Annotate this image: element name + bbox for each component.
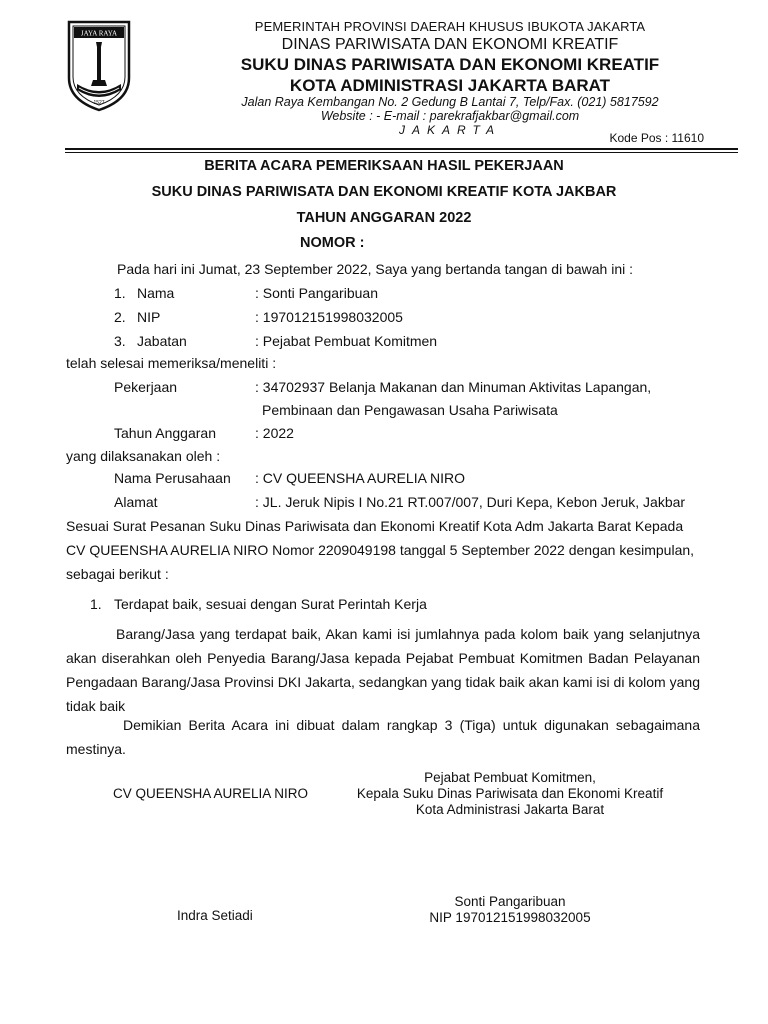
company-name-value: : CV QUEENSHA AURELIA NIRO [255,470,466,486]
intro-text: Pada hari ini Jumat, 23 September 2022, Saya yang bertanda tangan di bawah ini : [117,261,634,277]
field-label-nama: Nama [137,285,175,301]
signature-right-line-1: Pejabat Pembuat Komitmen, [424,770,596,785]
checked-intro: telah selesai memeriksa/meneliti : [66,355,277,371]
signature-right-name: Sonti Pangaribuan [454,894,566,909]
kop-line-1: PEMERINTAH PROVINSI DAERAH KHUSUS IBUKOTA JAKARTA [254,19,646,34]
kop-line-4: KOTA ADMINISTRASI JAKARTA BARAT [289,76,611,95]
doc-nomor: NOMOR : [300,235,365,251]
signature-right-nip: NIP 197012151998032005 [429,910,591,925]
kop-line-3: SUKU DINAS PARIWISATA DAN EKONOMI KREATIF [240,55,660,74]
conclusion-text: Terdapat baik, sesuai dengan Surat Perintah Kerja [114,596,427,612]
logo-motto: JAYA RAYA [80,29,118,38]
signature-right-title [330,770,690,818]
company-name-label: Nama Perusahaan [114,470,231,486]
kode-pos: Kode Pos : 11610 [609,131,704,145]
work-value-line-1: : 34702937 Belanja Makanan dan Minuman Aktivitas Lapangan, [255,379,652,395]
kop-divider-thick [65,148,738,150]
logo-year: 1527 [93,100,105,106]
kop-address: Jalan Raya Kembangan No. 2 Gedung B Lantai 7, Telp/Fax. (021) 5817592 [241,95,659,109]
kop-line-2: DINAS PARIWISATA DAN EKONOMI KREATIF [281,36,619,53]
conclusion-num: 1. [90,596,102,612]
field-num-3: 3. [114,333,126,349]
field-num-1: 1. [114,285,126,301]
company-address-value: : JL. Jeruk Nipis I No.21 RT.007/007, Duri Kepa, Kebon Jeruk, Jakbar [255,494,686,510]
closing-paragraph: Demikian Berita Acara ini dibuat dalam rangkap 3 (Tiga) untuk digunakan sebagaimana mestinya. [66,717,700,757]
field-value-jabatan: : Pejabat Pembuat Komitmen [255,333,438,349]
goods-paragraph: Barang/Jasa yang terdapat baik, Akan kami isi jumlahnya pada kolom baik yang selanjutnya akan diserahkan oleh Penyedia Barang/Jasa kepada Pejabat Pembuat Komitmen Badan Pelayanan Pengadaan Barang/Jasa Provinsi DKI Jakarta, sedangkan yang tidak baik akan kami isi di kolom yang tidak baik [66,626,700,714]
kop-website: Website : - E-mail : parekrafjakbar@gmail.com [320,109,580,123]
year-value: : 2022 [255,425,294,441]
signature-right-block [330,894,690,926]
signature-right-line-2: Kepala Suku Dinas Pariwisata dan Ekonomi Kreatif [356,786,664,801]
field-label-jabatan: Jabatan [137,333,187,349]
year-label: Tahun Anggaran [114,425,216,441]
field-value-nama: : Sonti Pangaribuan [255,285,378,301]
doc-title-3: TAHUN ANGGARAN 2022 [296,210,472,226]
field-label-nip: NIP [137,309,161,325]
kop-city: JAKARTA [399,123,501,137]
doc-title-2: SUKU DINAS PARIWISATA DAN EKONOMI KREATIF KOTA JAKBAR [151,184,617,200]
executed-intro: yang dilaksanakan oleh : [66,448,221,464]
doc-title-1: BERITA ACARA PEMERIKSAAN HASIL PEKERJAAN [204,158,564,174]
signature-left-name: Indra Setiadi [177,908,253,923]
work-value-line-2: Pembinaan dan Pengawasan Usaha Pariwisata [262,402,558,418]
work-label: Pekerjaan [114,379,178,395]
company-address-label: Alamat [114,494,158,510]
signature-right-line-3: Kota Administrasi Jakarta Barat [415,802,605,817]
field-value-nip: : 197012151998032005 [255,309,403,325]
field-num-2: 2. [114,309,126,325]
signature-left-org: CV QUEENSHA AURELIA NIRO [113,786,309,801]
basis-paragraph: Sesuai Surat Pesanan Suku Dinas Pariwisata dan Ekonomi Kreatif Kota Adm Jakarta Barat Kepada CV QUEENSHA AURELIA NIRO Nomor 2209049198 tanggal 5 September 2022 dengan kesimpulan, sebagai berikut : [66,518,695,582]
jakarta-coat-of-arms-logo [67,20,131,112]
kop-divider-thin [65,152,738,153]
